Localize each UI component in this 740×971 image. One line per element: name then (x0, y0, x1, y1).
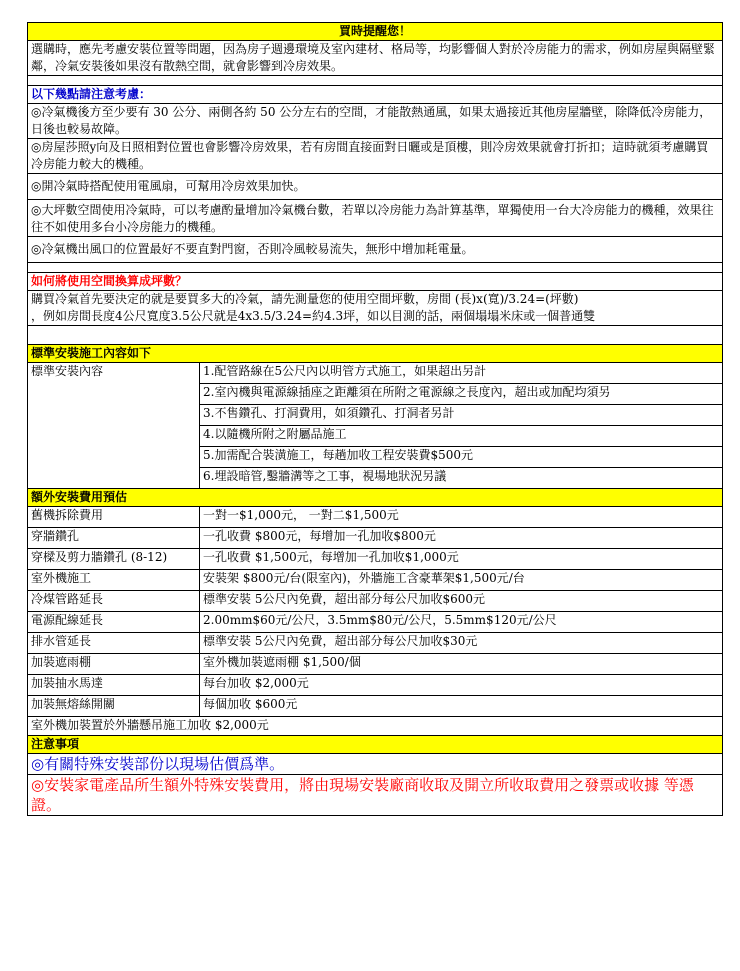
extra-row (28, 507, 723, 528)
standard-row (28, 363, 723, 384)
standard-item: 1.配管路線在5公尺內以明管方式施工，如果超出另計 (200, 363, 723, 384)
extra-desc: 一對一$1,000元， 一對二$1,500元 (200, 507, 723, 528)
extra-row (28, 633, 723, 654)
conversion-heading: 如何將使用空間換算成坪數？ (28, 273, 723, 291)
extra-row (28, 696, 723, 717)
extra-desc: 室外機加裝遮雨棚 $1,500/個 (200, 654, 723, 675)
title-row (28, 23, 723, 41)
extra-desc: 安裝架 $800元/台(限室內)，外牆施工含豪華架$1,500元/台 (200, 570, 723, 591)
extra-desc: 每個加收 $600元 (200, 696, 723, 717)
attention-heading-row (28, 736, 723, 754)
extra-item: 加裝無熔絲開關 (28, 696, 200, 717)
notes-heading: 以下幾點請注意考慮： (28, 86, 723, 104)
standard-item: 2.室內機與電源線插座之距離須在所附之電源線之長度內，超出或加配均須另 (200, 384, 723, 405)
extra-heading: 額外安裝費用預估 (28, 489, 723, 507)
note-item: ◎房屋莎照y向及日照相對位置也會影響冷房效果，若有房間直接面對日曬或是頂樓，則冷房效果就會打折扣；這時就須考慮購買冷房能力較大的機種。 (28, 139, 723, 174)
note-item: ◎開冷氣時搭配使用電風扇，可幫用冷房效果加快。 (28, 174, 723, 200)
extra-row (28, 675, 723, 696)
extra-desc: 一孔收費 $800元，每增加一孔加收$800元 (200, 528, 723, 549)
extra-row (28, 528, 723, 549)
extra-row (28, 591, 723, 612)
extra-row (28, 612, 723, 633)
standard-item: 4.以隨機所附之附屬品施工 (200, 426, 723, 447)
standard-heading: 標準安裝施工內容如下 (28, 345, 723, 363)
note-row (28, 237, 723, 263)
conversion-row (28, 291, 723, 326)
extra-item: 加裝抽水馬達 (28, 675, 200, 696)
note-item: ◎冷氣機出風口的位置最好不要直對門窗，否則冷風較易流失，無形中增加耗電量。 (28, 237, 723, 263)
spacer-cell (28, 326, 723, 345)
note-item: ◎冷氣機後方至少要有 30 公分、兩側各約 50 公分左右的空間，才能散熱通風，如果太過接近其他房屋牆壁，除降低冷房能力，日後也較易故障。 (28, 104, 723, 139)
attention-line-special: ◎有關特殊安裝部份以現場估價爲準。 (28, 754, 723, 775)
extra-desc: 2.00mm$60元/公尺，3.5mm$80元/公尺，5.5mm$120元/公尺 (200, 612, 723, 633)
extra-item: 穿樑及剪力牆鑽孔 (8-12) (28, 549, 200, 570)
hanging-row (28, 717, 723, 736)
attention-row (28, 775, 723, 816)
extra-item: 排水管延長 (28, 633, 200, 654)
extra-item: 穿牆鑽孔 (28, 528, 200, 549)
attention-heading: 注意事項 (28, 736, 723, 754)
note-row (28, 104, 723, 139)
conversion-heading-row (28, 273, 723, 291)
intro-text: 選購時，應先考慮安裝位置等問題，因為房子週邊環境及室內建材、格局等，均影響個人對於冷房能力的需求，例如房屋與隔壁緊鄰，冷氣安裝後如果沒有散熱空間，就會影響到冷房效果。 (28, 41, 723, 76)
page-title: 買時提醒您！ (28, 23, 723, 41)
standard-item: 5.加需配合裝潢施工，每趟加收工程安裝費$500元 (200, 447, 723, 468)
standard-item: 3.不售鑽孔、打洞費用，如須鑽孔、打洞者另計 (200, 405, 723, 426)
extra-item: 舊機拆除費用 (28, 507, 200, 528)
conversion-text (28, 291, 723, 326)
extra-desc: 一孔收費 $1,500元，每增加一孔加收$1,000元 (200, 549, 723, 570)
note-row (28, 174, 723, 200)
note-item: ◎大坪數空間使用冷氣時，可以考慮酌量增加冷氣機台數，若單以冷房能力為計算基準，單獨使用一台大冷房能力的機種，效果往往不如使用多台小冷房能力的機種。 (28, 200, 723, 237)
standard-heading-row (28, 345, 723, 363)
notice-table (27, 22, 723, 816)
extra-item: 冷煤管路延長 (28, 591, 200, 612)
extra-row (28, 654, 723, 675)
extra-desc: 每台加收 $2,000元 (200, 675, 723, 696)
hanging-fee: 室外機加裝置於外牆懸吊施工加收 $2,000元 (28, 717, 723, 736)
notes-heading-row (28, 86, 723, 104)
standard-item: 6.埋設暗管,鑿牆溝等之工事，視場地狀況另議 (200, 468, 723, 489)
extra-desc: 標準安裝 5公尺內免費，超出部分每公尺加收$600元 (200, 591, 723, 612)
extra-item: 電源配線延長 (28, 612, 200, 633)
extra-row (28, 549, 723, 570)
attention-line-fees: ◎安裝家電產品所生額外特殊安裝費用，將由現場安裝廠商收取及開立所收取費用之發票或收據 等憑證。 (28, 775, 723, 816)
extra-desc: 標準安裝 5公尺內免費，超出部分每公尺加收$30元 (200, 633, 723, 654)
extra-item: 加裝遮雨棚 (28, 654, 200, 675)
conversion-line: 購買冷氣首先要決定的就是要買多大的冷氣，請先測量您的使用空間坪數，房間 (長)x(寬)/3.24=(坪數) (31, 292, 579, 306)
intro-row (28, 41, 723, 76)
note-row (28, 200, 723, 237)
extra-item: 室外機施工 (28, 570, 200, 591)
extra-row (28, 570, 723, 591)
notice-sheet (27, 22, 722, 816)
spacer-row (28, 76, 723, 86)
spacer-row (28, 326, 723, 345)
spacer-row (28, 263, 723, 273)
spacer-cell (28, 263, 723, 273)
conversion-line: ，例如房間長度4公尺寬度3.5公尺就是4x3.5/3.24=約4.3坪，如以目測的話，兩個塌塌米床或一個普通雙 (31, 309, 596, 323)
attention-row (28, 754, 723, 775)
standard-label: 標準安裝內容 (28, 363, 200, 489)
spacer-cell (28, 76, 723, 86)
note-row (28, 139, 723, 174)
extra-heading-row (28, 489, 723, 507)
